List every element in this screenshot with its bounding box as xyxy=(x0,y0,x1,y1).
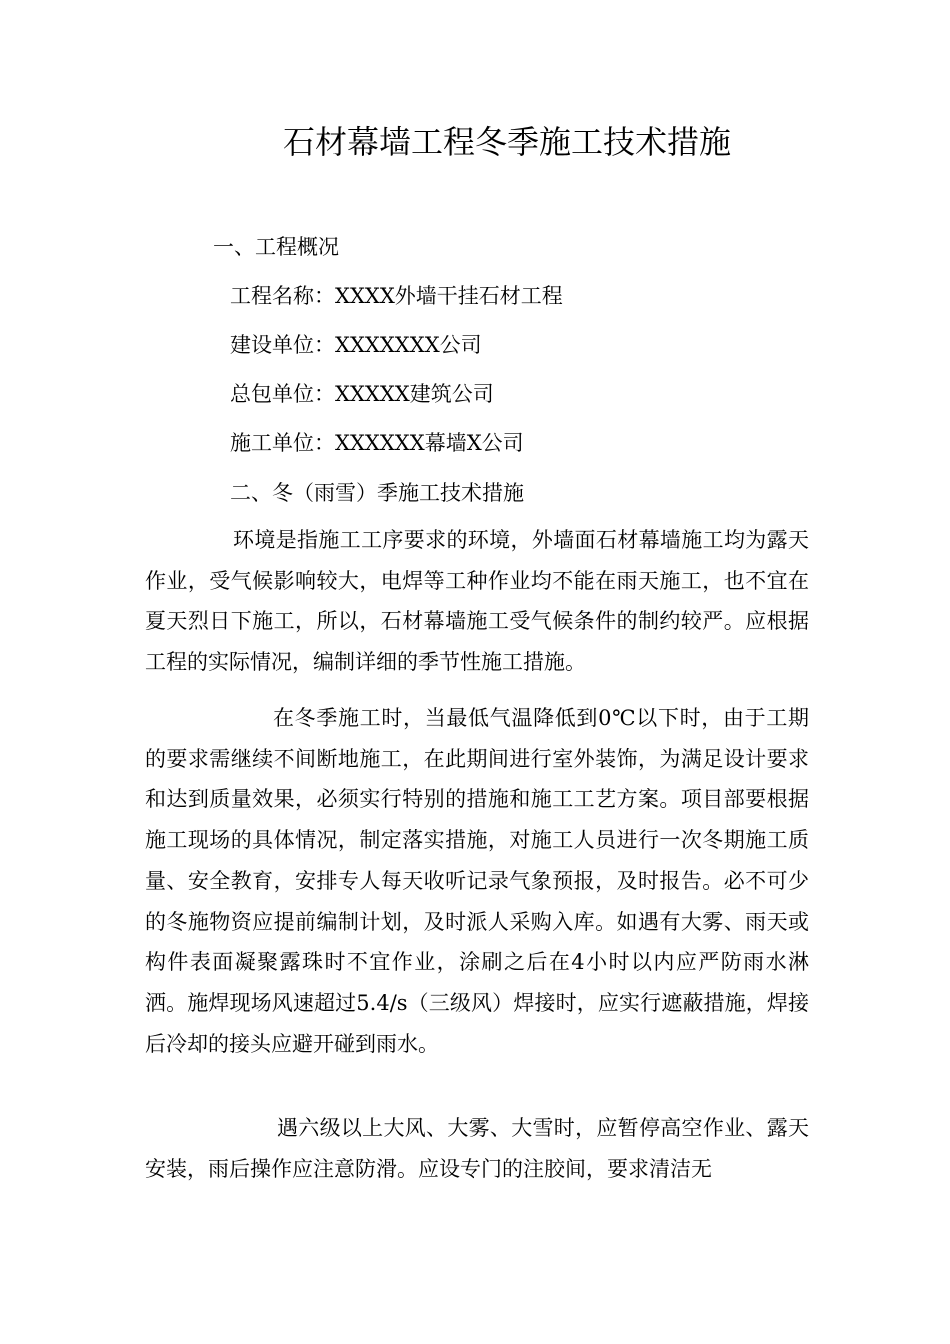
info-project-name: 工程名称：XXXX外墙干挂石材工程 xyxy=(230,284,563,308)
info-builder: 施工单位：XXXXXX幕墙X公司 xyxy=(230,431,524,455)
document-title: 石材幕墙工程冬季施工技术措施 xyxy=(282,123,731,161)
info-general-contractor: 总包单位：XXXXX建筑公司 xyxy=(230,382,494,406)
paragraph-environment: 环境是指施工工序要求的环境，外墙面石材幕墙施工均为露天作业，受气候影响较大，电焊等工种作业均不能在雨天施工，也不宜在夏天烈日下施工，所以，石材幕墙施工受气候条件的制约较严。应根据工程的实际情况，编制详细的季节性施工措施。 xyxy=(145,528,809,675)
info-construction-unit: 建设单位：XXXXXXX公司 xyxy=(230,333,482,357)
section-heading-winter-measures: 二、冬（雨雪）季施工技术措施 xyxy=(230,481,524,505)
paragraph-strong-wind: 遇六级以上大风、大雾、大雪时，应暂停高空作业、露天安装，雨后操作应注意防滑。应设专门的注胶间，要求清洁无 xyxy=(145,1116,809,1181)
paragraph-winter-construction: 在冬季施工时，当最低气温降低到0℃以下时，由于工期的要求需继续不间断地施工，在此期间进行室外装饰，为满足设计要求和达到质量效果，必须实行特别的措施和施工工艺方案。项目部要根据施工现场的具体情况，制定落实措施，对施工人员进行一次冬期施工质量、安全教育，安排专人每天收听记录气象预报，及时报告。必不可少的冬施物资应提前编制计划，及时派人采购入库。如遇有大雾、雨天或构件表面凝聚露珠时不宜作业，涂刷之后在4小时以内应严防雨水淋洒。施焊现场风速超过5.4/s（三级风）焊接时，应实行遮蔽措施，焊接后冷却的接头应避开碰到雨水。 xyxy=(145,706,809,1056)
section-heading-overview: 一、工程概况 xyxy=(213,235,339,259)
